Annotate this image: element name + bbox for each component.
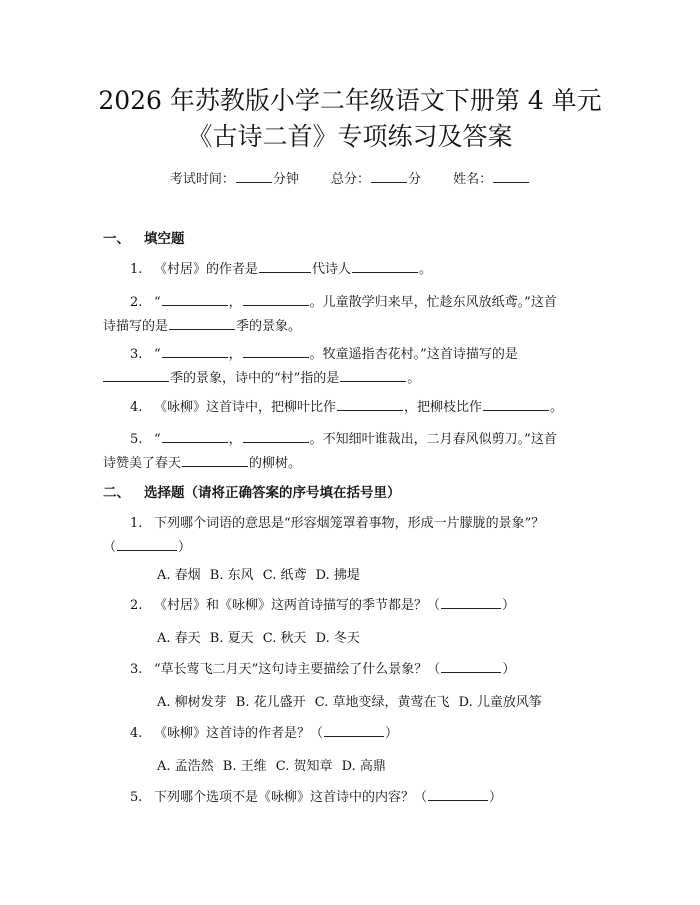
answer-blank[interactable]	[259, 258, 311, 273]
choice-question-4	[103, 722, 601, 746]
section-number: 一、	[103, 231, 130, 247]
option-c[interactable]: C. 贺知章	[275, 759, 333, 774]
time-blank[interactable]	[236, 168, 272, 183]
question-text: 的柳树。	[249, 456, 302, 471]
score-unit: 分	[408, 172, 422, 187]
question-number: 3.	[130, 662, 143, 677]
answer-blank[interactable]	[441, 594, 501, 609]
question-text: “	[154, 295, 161, 310]
question-text: 。不知细叶谁裁出，二月春风似剪刀。”这首	[309, 432, 557, 447]
question-text: 下列哪个词语的意思是“形容烟笼罩着事物，形成一片朦胧的景象”？	[154, 516, 545, 531]
option-c[interactable]: C. 纸鸢	[262, 568, 307, 583]
option-d[interactable]: D. 冬天	[315, 631, 360, 646]
option-a[interactable]: A. 春烟	[157, 568, 201, 583]
question-text: “	[154, 432, 161, 447]
name-blank[interactable]	[493, 168, 529, 183]
question-text: ，	[228, 432, 242, 447]
answer-paren-open: （	[427, 598, 441, 613]
fill-question-1	[103, 258, 601, 282]
question-text: 《咏柳》这首诗中，把柳叶比作	[154, 400, 337, 415]
question-text: 。	[419, 262, 433, 277]
option-b[interactable]: B. 东风	[209, 568, 254, 583]
choice-question-1	[103, 512, 601, 560]
question-text: ，把柳枝比作	[404, 400, 483, 415]
answer-blank[interactable]	[103, 367, 169, 382]
question-number: 5.	[130, 790, 143, 805]
option-c[interactable]: C. 草地变绿，黄莺在飞	[314, 695, 450, 710]
score-field	[331, 168, 421, 190]
answer-blank[interactable]	[169, 315, 235, 330]
answer-blank[interactable]	[162, 343, 228, 358]
option-c[interactable]: C. 秋天	[262, 631, 307, 646]
time-unit: 分钟	[272, 172, 299, 187]
choice-options-3	[157, 693, 547, 713]
time-field	[170, 168, 299, 190]
answer-paren-close: ）	[502, 598, 516, 613]
section-title: 填空题	[144, 231, 185, 247]
answer-paren-close: ）	[489, 790, 503, 805]
answer-blank[interactable]	[428, 786, 488, 801]
option-a[interactable]: A. 春天	[157, 631, 201, 646]
answer-paren-close: ）	[385, 726, 399, 741]
page-title-line1: 2026 年苏教版小学二年级语文下册第 4 单元	[98, 86, 602, 115]
question-number: 4.	[130, 726, 143, 741]
question-number: 5.	[130, 432, 143, 447]
score-label: 总分：	[330, 172, 370, 187]
choice-options-4	[157, 757, 391, 777]
question-number: 2.	[130, 295, 143, 310]
answer-blank[interactable]	[340, 367, 406, 382]
question-text: 。	[407, 371, 421, 386]
option-b[interactable]: B. 夏天	[209, 631, 254, 646]
answer-paren-close: ）	[502, 662, 516, 677]
answer-blank[interactable]	[337, 396, 403, 411]
question-text: 。	[550, 400, 564, 415]
answer-blank[interactable]	[117, 536, 177, 551]
answer-blank[interactable]	[243, 428, 309, 443]
question-text: 下列哪个选项不是《咏柳》这首诗中的内容？	[154, 790, 415, 805]
choice-question-3	[103, 658, 601, 682]
choice-question-2	[103, 594, 601, 618]
answer-blank[interactable]	[162, 291, 228, 306]
question-text: ，	[228, 347, 242, 362]
question-number: 1.	[130, 516, 143, 531]
fill-question-3	[103, 343, 601, 391]
answer-paren-open: （	[414, 790, 428, 805]
option-d[interactable]: D. 儿童放风筝	[458, 695, 542, 710]
answer-blank[interactable]	[243, 291, 309, 306]
question-text: “	[154, 347, 161, 362]
question-text: 《村居》的作者是	[154, 262, 259, 277]
exam-info	[0, 168, 700, 190]
question-text: 诗描写的是	[103, 319, 169, 334]
question-text: 。牧童遥指杏花村。”这首诗描写的是	[309, 347, 518, 362]
page-title-line2: 《古诗二首》专项练习及答案	[187, 122, 513, 151]
question-text: 《咏柳》这首诗的作者是？	[154, 726, 311, 741]
score-blank[interactable]	[371, 168, 407, 183]
option-d[interactable]: D. 高鼎	[341, 759, 386, 774]
choice-question-5	[103, 786, 601, 810]
name-field	[453, 168, 530, 190]
answer-blank[interactable]	[324, 722, 384, 737]
option-b[interactable]: B. 王维	[222, 759, 267, 774]
question-text: 代诗人	[312, 262, 352, 277]
question-number: 4.	[130, 400, 143, 415]
choice-options-1	[157, 566, 365, 586]
time-label: 考试时间：	[169, 172, 235, 187]
answer-paren-close: ）	[178, 540, 192, 555]
question-number: 3.	[130, 347, 143, 362]
answer-blank[interactable]	[441, 658, 501, 673]
section-number: 二、	[103, 485, 130, 501]
answer-blank[interactable]	[162, 428, 228, 443]
question-text: 《村居》和《咏柳》这两首诗描写的季节都是？	[154, 598, 428, 613]
option-a[interactable]: A. 柳树发芽	[157, 695, 227, 710]
question-text: “草长莺飞二月天”这句诗主要描绘了什么景象？	[154, 662, 428, 677]
answer-paren-open: （	[310, 726, 324, 741]
fill-question-4	[103, 396, 601, 420]
answer-paren-open: （	[427, 662, 441, 677]
section-title: 选择题（请将正确答案的序号填在括号里）	[144, 485, 401, 501]
fill-question-5	[103, 428, 601, 476]
answer-blank[interactable]	[352, 258, 418, 273]
answer-paren-open: （	[103, 540, 117, 555]
answer-blank[interactable]	[483, 396, 549, 411]
question-text: 诗赞美了春天	[103, 456, 182, 471]
question-text: 。儿童散学归来早，忙趁东风放纸鸢。”这首	[309, 295, 557, 310]
question-number: 1.	[130, 262, 143, 277]
option-a[interactable]: A. 孟浩然	[157, 759, 214, 774]
section-heading-fill-blank	[103, 229, 185, 249]
answer-blank[interactable]	[182, 452, 248, 467]
section-heading-multiple-choice	[103, 483, 401, 503]
question-number: 2.	[130, 598, 143, 613]
option-d[interactable]: D. 拂堤	[315, 568, 360, 583]
option-b[interactable]: B. 花儿盛开	[235, 695, 306, 710]
name-label: 姓名：	[453, 172, 493, 187]
question-text: 季的景象。	[236, 319, 302, 334]
question-text: ，	[228, 295, 242, 310]
answer-blank[interactable]	[243, 343, 309, 358]
choice-options-2	[157, 629, 365, 649]
question-text: 季的景象，诗中的“村”指的是	[170, 371, 340, 386]
fill-question-2	[103, 291, 601, 339]
